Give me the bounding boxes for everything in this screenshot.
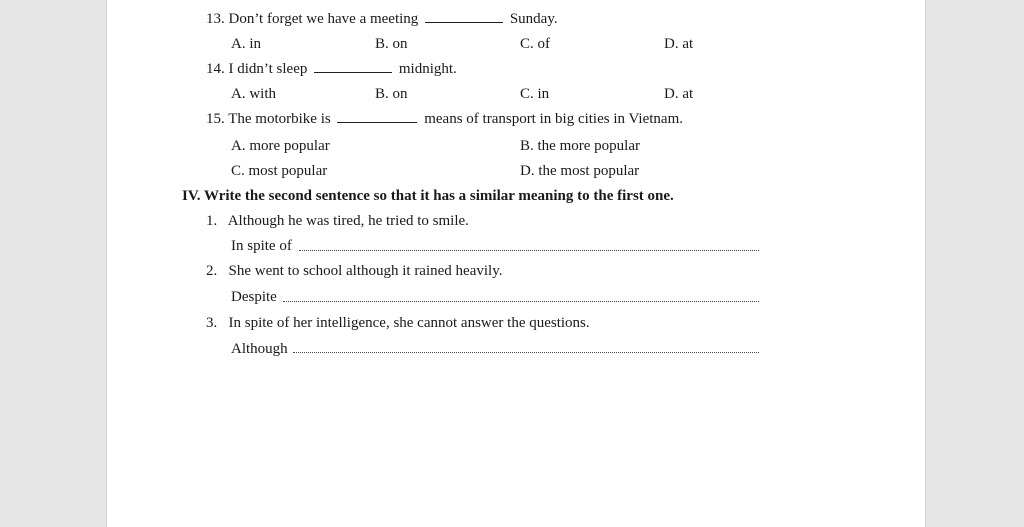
answer-blank bbox=[314, 60, 392, 73]
question-text: The motorbike is bbox=[228, 111, 331, 127]
question-15 bbox=[206, 110, 683, 128]
question-number: 15. bbox=[206, 111, 225, 127]
rewrite-item-2 bbox=[206, 262, 502, 280]
answer-line-2[interactable] bbox=[283, 299, 759, 302]
option-c: C. of bbox=[520, 36, 550, 52]
rewrite-prompt-3: Although bbox=[231, 341, 288, 357]
option-b: B. on bbox=[375, 36, 408, 52]
option-a: A. more popular bbox=[231, 138, 330, 154]
question-text-end: Sunday. bbox=[509, 11, 558, 27]
question-text-end: midnight. bbox=[398, 61, 457, 77]
option-a: A. in bbox=[231, 36, 261, 52]
rewrite-prompt-1: In spite of bbox=[231, 238, 292, 254]
option-c: C. in bbox=[520, 86, 550, 102]
item-number: 2. bbox=[206, 263, 218, 279]
question-text-end: means of transport in big cities in Vietnam. bbox=[424, 111, 683, 127]
answer-blank bbox=[337, 110, 417, 123]
section-heading: IV. Write the second sentence so that it has a similar meaning to the first one. bbox=[182, 188, 674, 204]
option-b: B. the more popular bbox=[520, 138, 640, 154]
rewrite-item-3 bbox=[206, 314, 590, 332]
item-number: 1. bbox=[206, 213, 218, 229]
item-sentence: In spite of her intelligence, she cannot answer the questions. bbox=[228, 315, 590, 331]
question-text: Don’t forget we have a meeting bbox=[228, 11, 419, 27]
answer-line-3[interactable] bbox=[293, 350, 759, 353]
option-d: D. at bbox=[664, 86, 694, 102]
rewrite-item-1 bbox=[206, 212, 469, 230]
answer-blank bbox=[425, 10, 503, 23]
option-d: D. at bbox=[664, 36, 694, 52]
option-a: A. with bbox=[231, 86, 276, 102]
option-d: D. the most popular bbox=[520, 163, 640, 179]
item-number: 3. bbox=[206, 315, 218, 331]
rewrite-prompt-2: Despite bbox=[231, 289, 277, 305]
question-number: 14. bbox=[206, 61, 225, 77]
option-b: B. on bbox=[375, 86, 408, 102]
question-14 bbox=[206, 60, 457, 78]
question-13 bbox=[206, 10, 558, 28]
answer-line-1[interactable] bbox=[299, 248, 759, 251]
item-sentence: Although he was tired, he tried to smile. bbox=[227, 213, 469, 229]
item-sentence: She went to school although it rained heavily. bbox=[228, 263, 503, 279]
option-c: C. most popular bbox=[231, 163, 328, 179]
question-number: 13. bbox=[206, 11, 225, 27]
question-text: I didn’t sleep bbox=[228, 61, 308, 77]
document-page bbox=[106, 0, 926, 527]
